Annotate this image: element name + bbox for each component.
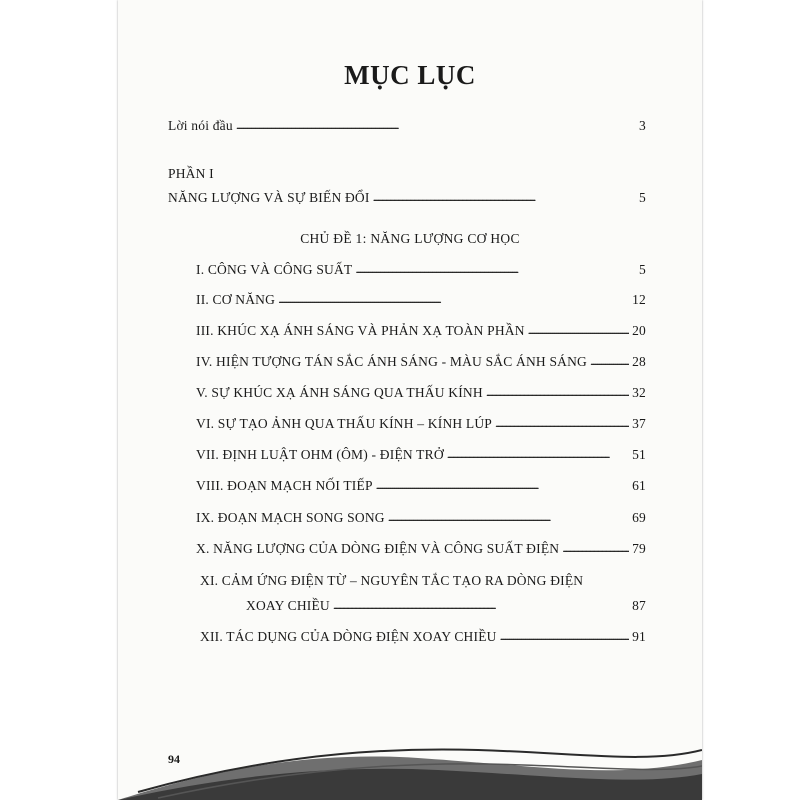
- toc-label: IV. HIỆN TƯỢNG TÁN SẮC ÁNH SÁNG - MÀU SẮC ÁNH SÁNG: [196, 354, 587, 369]
- toc-page: 51: [632, 447, 646, 462]
- toc-entry[interactable]: [196, 385, 646, 401]
- toc-label: II. CƠ NĂNG: [196, 292, 276, 307]
- toc-entry[interactable]: [196, 541, 646, 557]
- toc-entry[interactable]: [168, 190, 646, 206]
- toc-page: 79: [632, 541, 646, 556]
- toc-label: Lời nói đầu: [168, 118, 233, 133]
- page-number: 94: [168, 752, 180, 766]
- toc-label: I. CÔNG VÀ CÔNG SUẤT: [196, 262, 353, 277]
- dot-leader: [278, 291, 629, 307]
- toc-label: XOAY CHIỀU: [246, 598, 330, 613]
- dot-leader: [495, 415, 629, 431]
- dot-leader: [376, 477, 629, 493]
- toc-page: 28: [632, 354, 646, 369]
- toc-page: 91: [632, 629, 646, 644]
- part-heading: PHẦN I: [168, 166, 214, 181]
- dot-leader: [333, 597, 629, 613]
- toc-entry[interactable]: [200, 629, 646, 645]
- page-title: MỤC LỤC: [344, 60, 476, 90]
- topic-heading: CHỦ ĐỀ 1: NĂNG LƯỢNG CƠ HỌC: [300, 231, 520, 246]
- toc-entry[interactable]: [196, 354, 646, 370]
- dot-leader: [388, 509, 629, 525]
- document-page: [118, 0, 702, 800]
- dot-leader: [500, 628, 630, 644]
- toc-entry[interactable]: [196, 262, 646, 278]
- decorative-wave: [118, 720, 702, 800]
- toc-page: 3: [639, 118, 646, 133]
- toc-page: 69: [632, 510, 646, 525]
- toc-entry[interactable]: [196, 447, 646, 463]
- toc-entry[interactable]: [196, 478, 646, 494]
- toc-page: 87: [632, 598, 646, 613]
- toc-label: III. KHÚC XẠ ÁNH SÁNG VÀ PHẢN XẠ TOÀN PHẦN: [196, 323, 525, 338]
- dot-leader: [447, 446, 629, 462]
- dot-leader: [528, 322, 629, 338]
- toc-label: NĂNG LƯỢNG VÀ SỰ BIẾN ĐỔI: [168, 190, 370, 205]
- toc-label[interactable]: XI. CẢM ỨNG ĐIỆN TỪ – NGUYÊN TẮC TẠO RA DÒNG ĐIỆN: [200, 573, 584, 588]
- dot-leader: [355, 261, 636, 277]
- toc-page: 12: [632, 292, 646, 307]
- toc-entry[interactable]: [196, 292, 646, 308]
- toc-entry[interactable]: [246, 598, 646, 614]
- toc-label: VII. ĐỊNH LUẬT OHM (ÔM) - ĐIỆN TRỞ: [196, 447, 444, 462]
- toc-label: X. NĂNG LƯỢNG CỦA DÒNG ĐIỆN VÀ CÔNG SUẤT ĐIỆN: [196, 541, 560, 556]
- toc-entry[interactable]: [196, 510, 646, 526]
- toc-label: VIII. ĐOẠN MẠCH NỐI TIẾP: [196, 478, 373, 493]
- toc-page: 5: [639, 190, 646, 205]
- dot-leader: [562, 540, 629, 556]
- toc-entry[interactable]: [196, 416, 646, 432]
- toc-page: 20: [632, 323, 646, 338]
- toc-page: 5: [639, 262, 646, 277]
- dot-leader: [590, 353, 629, 369]
- toc-label: XII. TÁC DỤNG CỦA DÒNG ĐIỆN XOAY CHIỀU: [200, 629, 497, 644]
- toc-label: V. SỰ KHÚC XẠ ÁNH SÁNG QUA THẤU KÍNH: [196, 385, 483, 400]
- toc-page: 37: [632, 416, 646, 431]
- dot-leader: [486, 384, 629, 400]
- toc-label: VI. SỰ TẠO ẢNH QUA THẤU KÍNH – KÍNH LÚP: [196, 416, 493, 431]
- toc-page: 61: [632, 478, 646, 493]
- toc-entry[interactable]: [196, 323, 646, 339]
- dot-leader: [373, 189, 636, 205]
- toc-label: IX. ĐOẠN MẠCH SONG SONG: [196, 510, 385, 525]
- toc-entry[interactable]: [168, 118, 646, 134]
- dot-leader: [236, 117, 636, 133]
- toc-page: 32: [632, 385, 646, 400]
